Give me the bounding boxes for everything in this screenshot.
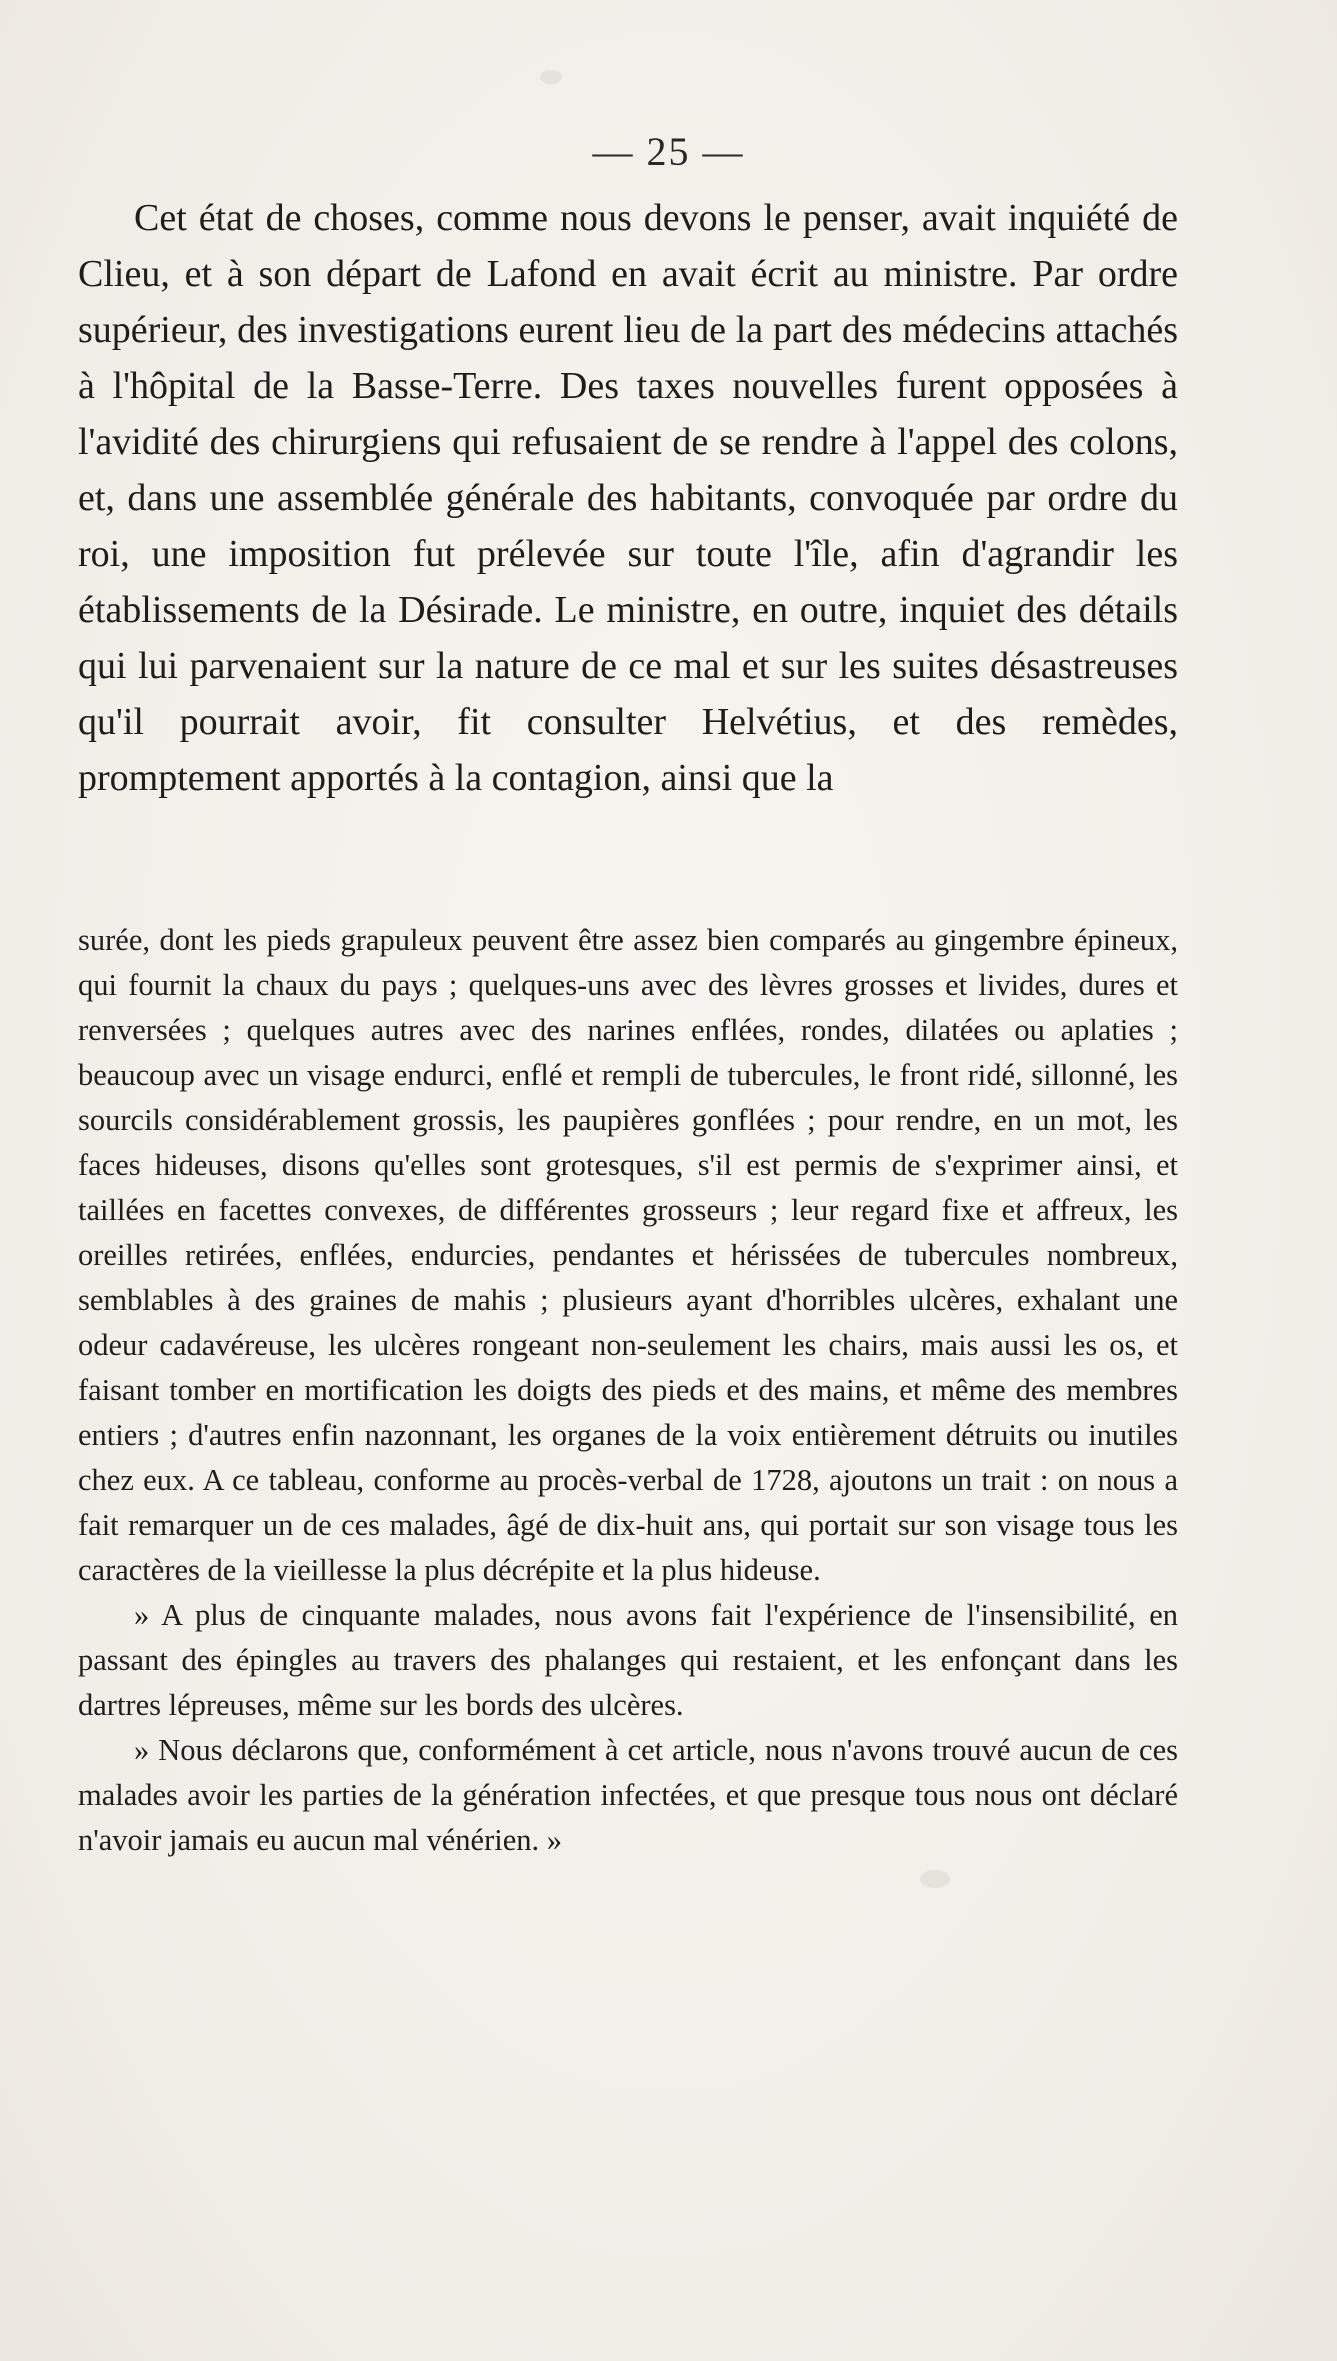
footnote-paragraph: » Nous déclarons que, conformément à cet article, nous n'avons trouvé aucun de ces malades avoir les parties de la génération infectées, et que presque tous nous ont déclaré n'avoir jamais eu aucun mal vénérien. »: [78, 1733, 1178, 1857]
footnote: [78, 918, 1178, 1863]
page-number: — 25 —: [592, 129, 745, 174]
paper-smudge: [920, 1870, 950, 1888]
footnote-paragraph: » A plus de cinquante malades, nous avons fait l'expérience de l'insensibilité, en passant des épingles au travers des phalanges qui restaient, et les enfonçant dans les dartres lépreuses, même sur les bords des ulcères.: [78, 1598, 1178, 1722]
paper-smudge: [540, 70, 562, 84]
footnote-continuation: surée, dont les pieds grapuleux peuvent être assez bien comparés au gingembre épineux, qui fournit la chaux du pays ; quelques-uns avec des lèvres grosses et livides, dures et renversées ; quelques autres avec des narines enflées, rondes, dilatées ou aplaties ; beaucoup avec un visage endurci, enflé et rempli de tubercules, le front ridé, sillonné, les sourcils considérablement grossis, les paupières gonflées ; pour rendre, en un mot, les faces hideuses, disons qu'elles sont grotesques, s'il est permis de s'exprimer ainsi, et taillées en facettes convexes, de différentes grosseurs ; leur regard fixe et affreux, les oreilles retirées, enflées, endurcies, pendantes et hérissées de tubercules nombreux, semblables à des graines de mahis ; plusieurs ayant d'horribles ulcères, exhalant une odeur cadavéreuse, les ulcères rongeant non-seulement les chairs, mais aussi les os, et faisant tomber en mortification les doigts des pieds et des mains, et même des membres entiers ; d'autres enfin nazonnant, les organes de la voix entièrement détruits ou inutiles chez eux. A ce tableau, conforme au procès-verbal de 1728, ajoutons un trait : on nous a fait remarquer un de ces malades, âgé de dix-huit ans, qui portait sur son visage tous les caractères de la vieillesse la plus décrépite et la plus hideuse.: [78, 923, 1178, 1587]
main-paragraph: Cet état de choses, comme nous devons le penser, avait inquiété de Clieu, et à son départ de Lafond en avait écrit au ministre. Par ordre supérieur, des investigations eurent lieu de la part des médecins attachés à l'hôpital de la Basse-Terre. Des taxes nouvelles furent opposées à l'avidité des chirurgiens qui refusaient de se rendre à l'appel des colons, et, dans une assemblée générale des habitants, convoquée par ordre du roi, une imposition fut prélevée sur toute l'île, afin d'agrandir les établissements de la Désirade. Le ministre, en outre, inquiet des détails qui lui parvenaient sur la nature de ce mal et sur les suites désastreuses qu'il pourrait avoir, fit consulter Helvétius, et des remèdes, promptement apportés à la contagion, ainsi que la: [78, 197, 1178, 799]
